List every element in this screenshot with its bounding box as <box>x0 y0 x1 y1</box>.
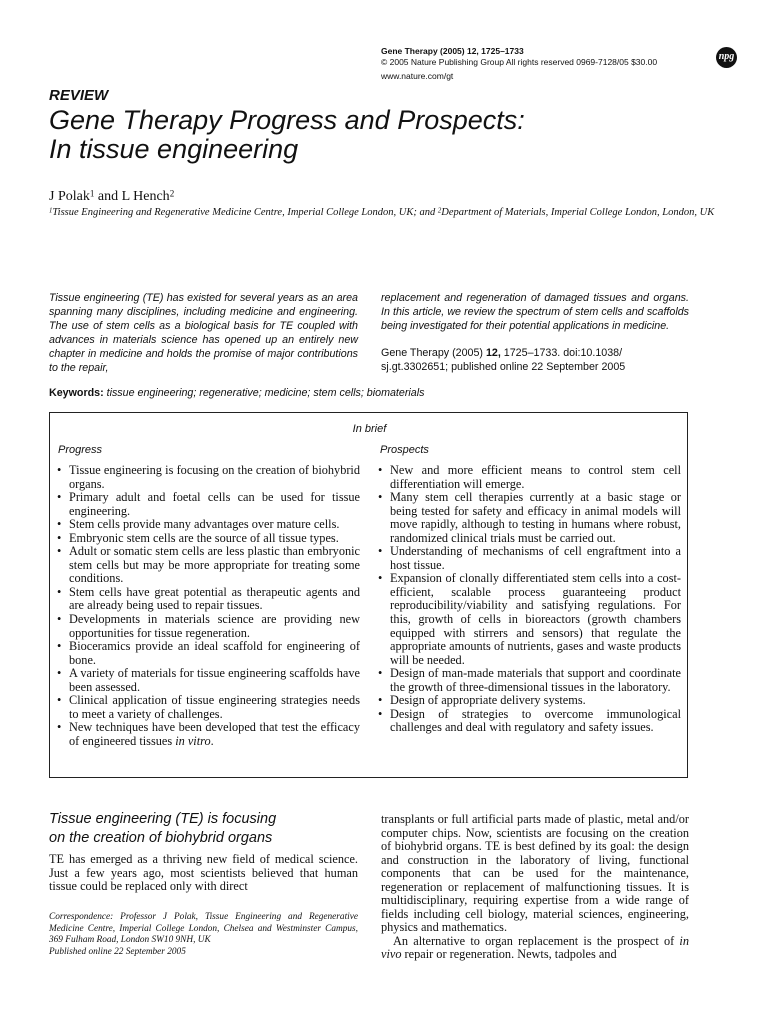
keywords-value: tissue engineering; regenerative; medicine; stem cells; biomaterials <box>103 387 425 399</box>
progress-heading: Progress <box>58 444 103 456</box>
author-conjunction: and <box>94 189 122 204</box>
affiliation-text: Department of Materials, Imperial College London, London, UK <box>441 207 715 218</box>
body-paragraph: TE has emerged as a thriving new field of medical science. Just a few years ago, most scientists believed that human tissue could be replaced only with direct <box>49 852 358 894</box>
bullet: • <box>57 612 62 627</box>
citation-line <box>381 346 689 374</box>
list-item: • Bioceramics provide an ideal scaffold for engineering of bone. <box>57 639 360 667</box>
affiliation-marker: 2 <box>437 207 442 215</box>
list-item: • Expansion of clonally differentiated stem cells into a cost-efficient, scalable process guaranteeing product reproducibility/viability and satisfying regulations. For this, growth of cells in bioreactors (growth chambers equipped with stirrers and sensors) that regulate the appropriate amounts of nutrients, gases and waste products will be needed. <box>378 571 681 667</box>
npg-logo: npg <box>716 47 737 68</box>
bullet: • <box>57 530 62 545</box>
journal-url[interactable]: www.nature.com/gt <box>381 71 454 81</box>
bullet: • <box>378 706 383 721</box>
title-line-2: In tissue engineering <box>49 134 299 164</box>
published-online: Published online 22 September 2005 <box>49 946 186 957</box>
article-type-label: REVIEW <box>49 87 109 104</box>
author-line <box>49 189 174 205</box>
bullet: • <box>57 584 62 599</box>
copyright-line: © 2005 Nature Publishing Group All rights reserved 0969-7128/05 $30.00 <box>381 57 658 67</box>
in-brief-box <box>49 412 688 778</box>
affiliation-marker: 1 <box>49 207 53 215</box>
bullet: • <box>57 517 62 532</box>
article-title <box>49 106 649 164</box>
author-name: L Hench <box>121 189 170 204</box>
author-name: J Polak <box>49 189 90 204</box>
title-line-1: Gene Therapy Progress and Prospects: <box>49 105 525 135</box>
keywords <box>49 387 689 399</box>
list-item: • A variety of materials for tissue engineering scaffolds have been assessed. <box>57 666 360 694</box>
affiliations <box>49 206 721 221</box>
list-item: • Understanding of mechanisms of cell engraftment into a host tissue. <box>378 544 681 572</box>
list-item: • Developments in materials science are providing new opportunities for tissue regeneration. <box>57 612 360 640</box>
prospects-list <box>378 464 681 735</box>
bullet: • <box>378 544 383 559</box>
bullet: • <box>57 693 62 708</box>
list-item: • Embryonic stem cells are the source of all tissue types. <box>57 530 339 545</box>
list-item: • Design of appropriate delivery systems. <box>378 693 586 708</box>
in-brief-title: In brief <box>352 423 387 435</box>
bullet: • <box>57 639 62 654</box>
list-item: • Stem cells provide many advantages over mature cells. <box>57 517 340 532</box>
list-item: • New and more efficient means to control stem cell differentiation will emerge. <box>378 463 681 491</box>
bullet: • <box>378 490 383 505</box>
body-paragraph: An alternative to organ replacement is the prospect of in vivo repair or regeneration. Newts, tadpoles and <box>381 933 689 962</box>
citation-rest: 1725–1733. doi:10.1038/ sj.gt.3302651; published online 22 September 2005 <box>381 347 626 373</box>
list-item: • Tissue engineering is focusing on the creation of biohybrid organs. <box>57 463 360 491</box>
prospects-heading: Prospects <box>380 444 429 456</box>
body-paragraph: transplants or full artificial parts made of plastic, metal and/or computer chips. Now, scientists are focusing on the creation of biohybrid organs. TE is best defined by its goal: the design and construction in the laboratory of living, functional components that can be used for the maintenance, regeneration or replacement of malfunctioning tissues. It is multidisciplinary, requiring expertise from a wide range of fields including cell biology, material sciences, engineering, physics and mathematics. <box>381 812 689 935</box>
bullet: • <box>57 544 62 559</box>
bullet: • <box>57 490 62 505</box>
list-item: • Many stem cell therapies currently at a basic stage or being tested for safety and efficacy in animal models will move rapidly, although to testing in humans where robust, randomized clinical trials must be carried out. <box>378 490 681 545</box>
correspondence-text: Correspondence: Professor J Polak, Tissue Engineering and Regenerative Medicine Centre, Imperial College London, Chelsea and Westminster Campus, 369 Fulham Road, London SW10 9NH, UK <box>49 912 358 946</box>
bullet: • <box>57 463 62 477</box>
list-item: • Adult or somatic stem cells are less plastic than embryonic stem cells but may be more appropriate for treating some conditions. <box>57 544 360 586</box>
list-item: • Design of man-made materials that support and coordinate the growth of three-dimensional tissues in the laboratory. <box>378 666 681 694</box>
bullet: • <box>378 666 383 681</box>
list-item: • New techniques have been developed that test the efficacy of engineered tissues in vitro. <box>57 720 360 748</box>
journal-header <box>381 46 711 82</box>
bullet: • <box>378 571 383 586</box>
bullet: • <box>378 463 383 477</box>
bullet: • <box>57 720 62 735</box>
bullet: • <box>378 693 383 708</box>
list-item: • Stem cells have great potential as therapeutic agents and are already being used to repair tissues. <box>57 584 360 613</box>
bullet: • <box>57 666 62 681</box>
abstract-right: replacement and regeneration of damaged tissues and organs. In this article, we review the spectrum of stem cells and scaffolds being investigated for their potential applications in medicine. <box>381 292 689 332</box>
affiliation-text: Tissue Engineering and Regenerative Medicine Centre, Imperial College London, UK; and <box>52 207 438 218</box>
progress-list <box>57 464 360 748</box>
affiliation-marker: 2 <box>169 188 175 199</box>
citation-prefix: Gene Therapy (2005) <box>381 347 486 359</box>
body-column-right <box>381 813 689 962</box>
keywords-label: Keywords: <box>49 387 104 399</box>
section-heading: Tissue engineering (TE) is focusing on the creation of biohybrid organs <box>49 811 277 846</box>
correspondence-footnote <box>49 912 358 958</box>
list-item: • Clinical application of tissue engineering strategies needs to meet a variety of challenges. <box>57 693 360 721</box>
citation-volume: 12, <box>485 347 501 359</box>
journal-citation-line: Gene Therapy (2005) 12, 1725–1733 <box>381 46 524 56</box>
affiliation-marker: 1 <box>89 188 95 199</box>
list-item: • Primary adult and foetal cells can be used for tissue engineering. <box>57 490 360 518</box>
list-item: • Design of strategies to overcome immunological challenges and deal with regulatory and safety issues. <box>378 706 681 735</box>
abstract-left: Tissue engineering (TE) has existed for several years as an area spanning many disciplines, including medicine and engineering. The use of stem cells as a biological basis for TE coupled with advances in materials science has opened up an entirely new chapter in medicine and holds the promise of major contributions to the repair, <box>49 292 358 374</box>
